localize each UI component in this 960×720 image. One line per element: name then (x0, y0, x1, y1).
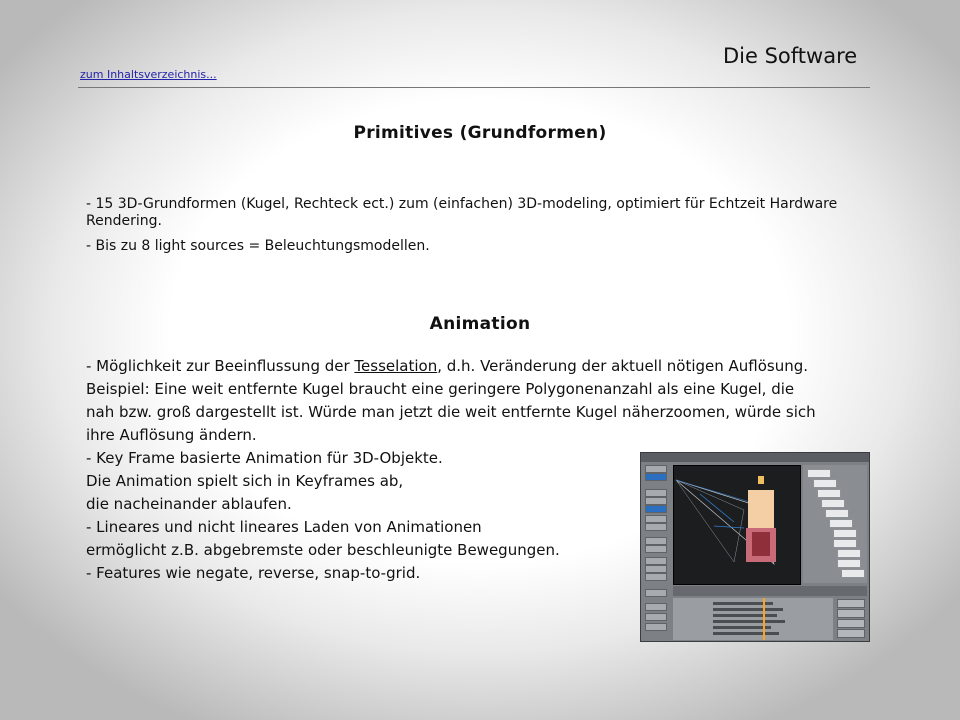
animation-line: die nacheinander ablaufen. (86, 495, 292, 513)
animation-line: Beispiel: Eine weit entfernte Kugel braucht eine geringere Polygonenanzahl als eine Kugel, die (86, 380, 795, 398)
panel-button (837, 599, 865, 608)
text-span: , d.h. Veränderung der aktuell nötigen Auflösung. (437, 357, 809, 375)
animation-line (86, 355, 816, 378)
scene-node (841, 569, 865, 578)
animation-line: ermöglicht z.B. abgebremste oder beschleunigte Bewegungen. (86, 541, 560, 559)
tool-button (645, 573, 667, 581)
tool-button (645, 623, 667, 631)
animation-line: Die Animation spielt sich in Keyframes ab, (86, 472, 404, 490)
tool-button (645, 497, 667, 505)
tool-button (645, 465, 667, 473)
timeline-track (713, 620, 785, 623)
scene-node (837, 549, 861, 558)
scene-node (821, 499, 845, 508)
page-title: Die Software (723, 44, 858, 68)
scene-node (817, 489, 841, 498)
timeline-toolbar (673, 586, 867, 596)
scene-node (829, 519, 853, 528)
timeline-track (713, 614, 777, 617)
app-menubar (641, 453, 869, 462)
animation-line: ihre Auflösung ändern. (86, 426, 257, 444)
primitives-item: - Bis zu 8 light sources = Beleuchtungsmodellen. (86, 238, 430, 254)
timeline-track (713, 608, 783, 611)
software-screenshot (640, 452, 870, 642)
text-span: - Möglichkeit zur Beeinflussung der (86, 357, 355, 375)
tool-button-selected (645, 473, 667, 481)
animation-line: - Features wie negate, reverse, snap-to-grid. (86, 564, 421, 582)
app-left-toolbar (643, 463, 667, 639)
tool-button (645, 589, 667, 597)
3d-viewport (673, 465, 801, 585)
tool-button (645, 603, 667, 611)
panel-button (837, 609, 865, 618)
toc-link[interactable]: zum Inhaltsverzeichnis... (80, 68, 217, 81)
scene-node (825, 509, 849, 518)
section-title-primitives: Primitives (Grundformen) (353, 123, 607, 143)
tool-button (645, 613, 667, 621)
viewport-scene-icon (674, 466, 800, 584)
primitives-item: - 15 3D-Grundformen (Kugel, Rechteck ect.) zum (einfachen) 3D-modeling, optimiert für Echtzeit Hardware Rendering. (86, 196, 838, 229)
tool-button (645, 557, 667, 565)
tool-button (645, 523, 667, 531)
animation-line: nah bzw. groß dargestellt ist. Würde man jetzt die weit entfernte Kugel näherzoomen, würde sich (86, 403, 816, 421)
timeline-track (713, 632, 779, 635)
scene-node (833, 529, 857, 538)
tesselation-link[interactable]: Tesselation (354, 357, 438, 375)
tool-button (645, 537, 667, 545)
tool-button-selected (645, 505, 667, 513)
tool-button (645, 565, 667, 573)
panel-button (837, 619, 865, 628)
section-title-animation: Animation (429, 314, 531, 334)
tool-button (645, 515, 667, 523)
scene-graph-panel (803, 465, 867, 583)
animation-line: - Lineares und nicht lineares Laden von Animationen (86, 518, 482, 536)
scene-node (807, 469, 831, 478)
header-divider (78, 87, 870, 88)
panel-button (837, 629, 865, 638)
scene-node (837, 559, 861, 568)
tool-button (645, 545, 667, 553)
scene-node (833, 539, 857, 548)
timeline-panel (673, 598, 833, 640)
tool-button (645, 489, 667, 497)
scene-node (813, 479, 837, 488)
animation-line: - Key Frame basierte Animation für 3D-Objekte. (86, 449, 443, 467)
timeline-playhead (763, 598, 765, 640)
